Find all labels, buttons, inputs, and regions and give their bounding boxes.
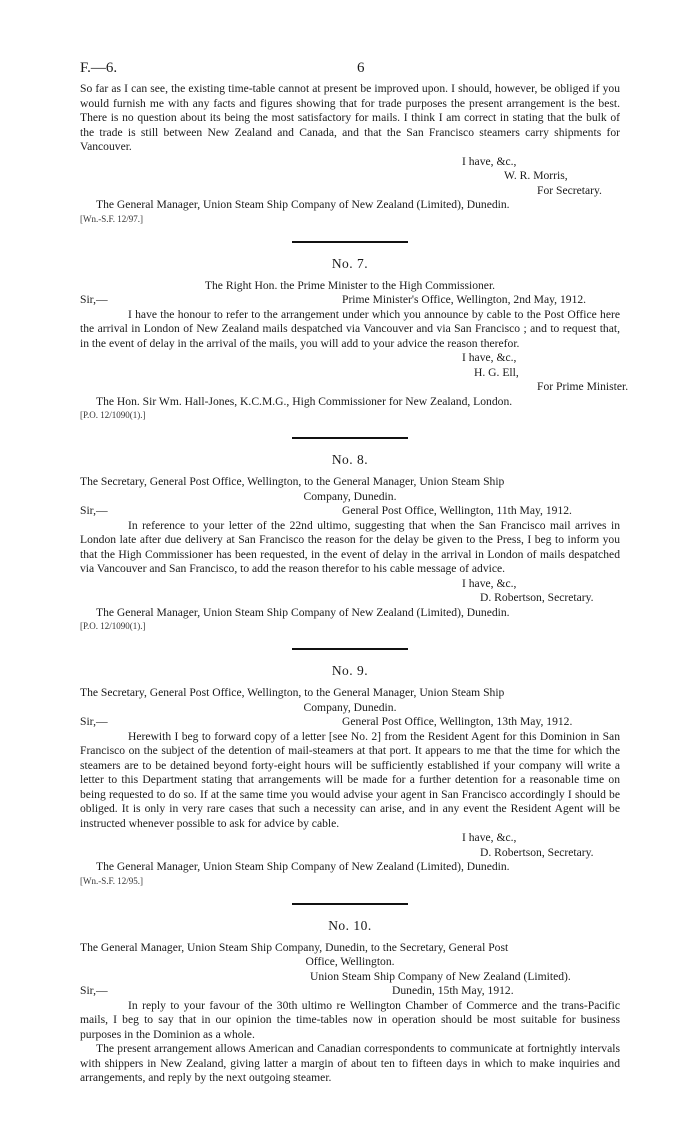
signature: D. Robertson, Secretary. [480,591,594,604]
letter-10 [80,917,620,1086]
closing-phrase: I have, &c., [462,576,517,590]
paper-reference: F.—6. [80,60,118,76]
letter-9 [80,662,620,888]
letter-closing-block [80,155,620,199]
letter-number: No. 10. [328,917,372,933]
letter-body-paragraph-1: In reply to your favour of the 30th ultimo re Wellington Chamber of Commerce and the trans-Pacific mails, I beg to say that in our opinion the time-tables now in operation should be most suitable for business purposes in the Dominion as a whole. [80,998,620,1041]
place-date: General Post Office, Wellington, 11th May, 1912. [342,504,572,517]
letter-number: No. 7. [331,255,369,271]
salutation-line [80,715,620,730]
letter-heading-line-1: The Secretary, General Post Office, Wellington, to the General Manager, Union Steam Ship [80,686,505,699]
file-reference: [P.O. 12/1090(1).] [80,621,146,631]
letter-number: No. 9. [331,663,369,678]
signature: H. G. Ell, [474,365,519,379]
letter-7 [80,255,629,423]
addressee: The General Manager, Union Steam Ship Company of New Zealand (Limited), Dunedin. [96,860,510,873]
letter-number: No. 8. [331,452,369,467]
letter-body: Herewith I beg to forward copy of a letter [see No. 2] from the Resident Agent for this Dominion in San Francisco on the subject of the detention of mail-steamers at that port. It appears to me that the time for which the steamers are to be detained beyond forty-eight hours will be sufficiently established if your company will write a letter to this Department stating that arrangements will be made for a further detention for a reasonable time on being requested to do so. If at the same time you would advise your agent in San Francisco accordingly I should be obliged. It is only in very rare cases that such a necessity can arise, and in any event the Resident Agent will be instructed whenever possible to ask for advice by cable. [80,729,620,830]
letterhead-line [80,970,620,985]
section-divider [292,437,408,439]
salutation-line [80,504,620,519]
page-header [80,60,620,82]
closing-phrase: I have, &c., [462,351,517,364]
section-divider [292,903,408,905]
letter-body: In reference to your letter of the 22nd ultimo, suggesting that when the San Francisco mail arrives in London late after due delivery at San Francisco the reason for the delay be given to the Press, I beg to inform you that the High Commissioner has been requested, in the event of delay in the arrival in London of mails despatched via Vancouver and San Francisco, to add the reason therefor to his cable message of advice. [80,518,620,575]
section-divider [292,648,408,650]
salutation: Sir,— [80,715,108,728]
letter-heading [80,475,620,504]
addressee: The General Manager, Union Steam Ship Company of New Zealand (Limited), Dunedin. [96,198,510,211]
signature-role: For Prime Minister. [537,380,629,393]
section-divider [292,241,408,243]
closing-phrase: I have, &c., [462,831,517,844]
letter-heading-line-1: The Secretary, General Post Office, Wellington, to the General Manager, Union Steam Ship [80,475,505,488]
salutation-line [80,293,620,308]
letter-body: So far as I can see, the existing time-table cannot at present be improved upon. I should, however, be obliged if you would furnish me with any facts and figures showing that for trade purposes the present arrangement is the best. There is no question about its being the most satisfactory for mails. I think I am correct in stating that the bulk of the trade is still between New Zealand and Canada, and that the San Francisco steamers carry shipments for Vancouver. [80,82,620,153]
letter-body-paragraph-2: The present arrangement allows American and Canadian correspondents to communicate at fortnightly intervals with shippers in New Zealand, giving latter a margin of about ten to fifteen days in which to make inquiries and arrangements, and reply by the next outgoing steamer. [80,1042,620,1084]
letter-heading-line-2: Company, Dunedin. [303,700,397,714]
letter-heading [80,686,620,715]
letter-body: I have the honour to refer to the arrangement under which you announce by cable to the Post Office here the arrival in London of New Zealand mails despatched via Vancouver and via San Francisco ; and to request that, in the event of delay in the arrival of the mails, you will add to your advice the reason therefor. [80,307,620,350]
letter-heading-line-2: Company, Dunedin. [303,489,397,503]
file-reference: [P.O. 12/1090(1).] [80,410,146,420]
closing-phrase: I have, &c., [462,154,517,168]
letter-6-continued [80,82,620,226]
signature: W. R. Morris, [504,169,568,182]
letter-heading: The Right Hon. the Prime Minister to the High Commissioner. [204,278,496,292]
addressee: The Hon. Sir Wm. Hall-Jones, K.C.M.G., High Commissioner for New Zealand, London. [96,394,513,408]
letter-8 [80,451,620,633]
company-letterhead: Union Steam Ship Company of New Zealand (Limited). [310,969,571,983]
letter-heading-line-2: Office, Wellington. [305,955,395,968]
salutation: Sir,— [80,504,108,517]
file-reference: [Wn.-S.F. 12/95.] [80,875,144,886]
place-date: Prime Minister's Office, Wellington, 2nd May, 1912. [342,293,587,306]
letter-closing-block [80,577,620,606]
page-number: 6 [357,60,365,76]
document-page [80,60,629,1086]
salutation: Sir,— [80,293,108,306]
signature-role: For Secretary. [537,183,602,197]
place-date: General Post Office, Wellington, 13th May, 1912. [342,715,573,728]
salutation-line [80,984,620,999]
letter-heading-line-1: The General Manager, Union Steam Ship Company, Dunedin, to the Secretary, General Post [80,940,509,954]
place-date: Dunedin, 15th May, 1912. [392,984,514,997]
salutation: Sir,— [80,984,108,997]
file-reference: [Wn.-S.F. 12/97.] [80,213,144,224]
letter-closing-block [80,831,620,860]
addressee: The General Manager, Union Steam Ship Company of New Zealand (Limited), Dunedin. [96,605,510,619]
signature: D. Robertson, Secretary. [480,845,594,859]
letter-heading [80,941,620,970]
letter-closing-block [80,351,629,395]
